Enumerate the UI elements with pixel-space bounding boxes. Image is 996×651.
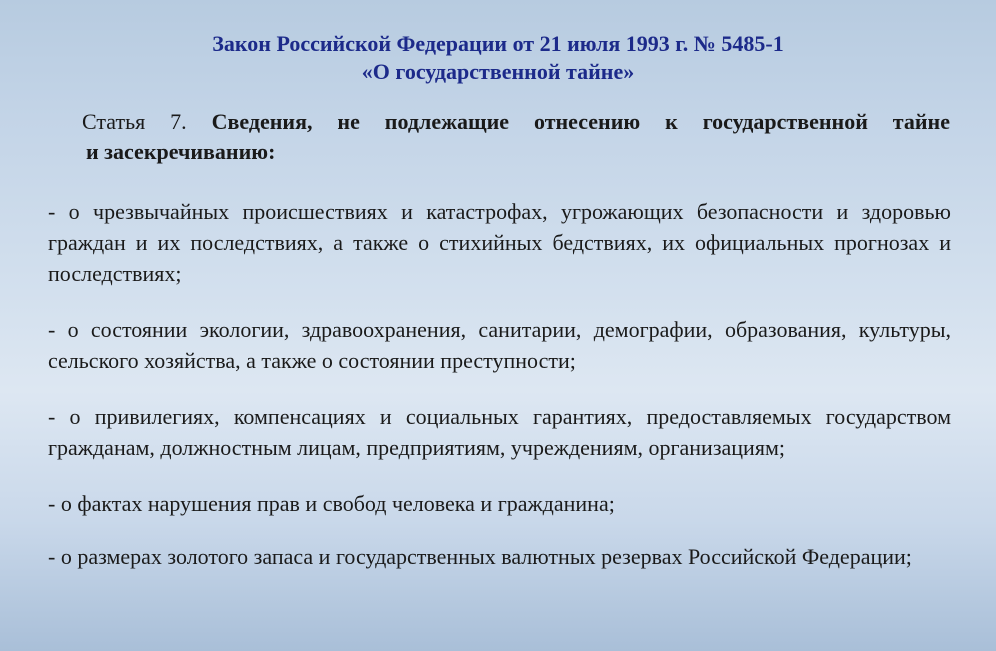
document-title xyxy=(0,30,996,86)
list-item-1: - о чрезвычайных происшествиях и катастрофах, угрожающих безопасности и здоровью граждан и их последствиях, а также о стихийных бедствиях, их официальных прогнозах и последствиях; xyxy=(48,199,951,286)
article-heading-text-2: и засекречиванию: xyxy=(86,139,276,164)
list-item-3: - о привилегиях, компенсациях и социальных гарантиях, предоставляемых государством гражданам, должностным лицам, предприятиям, учреждениям, организациям; xyxy=(48,404,951,460)
list-item-2: - о состоянии экологии, здравоохранения, санитарии, демографии, образования, культуры, сельского хозяйства, а также о состоянии преступности; xyxy=(48,317,951,373)
title-line-1: Закон Российской Федерации от 21 июля 1993 г. № 5485-1 xyxy=(212,31,784,56)
title-line-2: «О государственной тайне» xyxy=(361,59,635,84)
article-heading-text-1: Сведения, не подлежащие отнесению к государственной тайне xyxy=(211,109,950,134)
items-list xyxy=(48,196,951,597)
list-item-4: - о фактах нарушения прав и свобод человека и гражданина; xyxy=(48,491,615,516)
article-heading-line-1 xyxy=(82,107,950,137)
article-heading xyxy=(82,107,950,167)
article-label: Статья 7. xyxy=(82,109,187,134)
list-item-5: - о размерах золотого запаса и государственных валютных резервах Российской Федерации; xyxy=(48,544,912,569)
